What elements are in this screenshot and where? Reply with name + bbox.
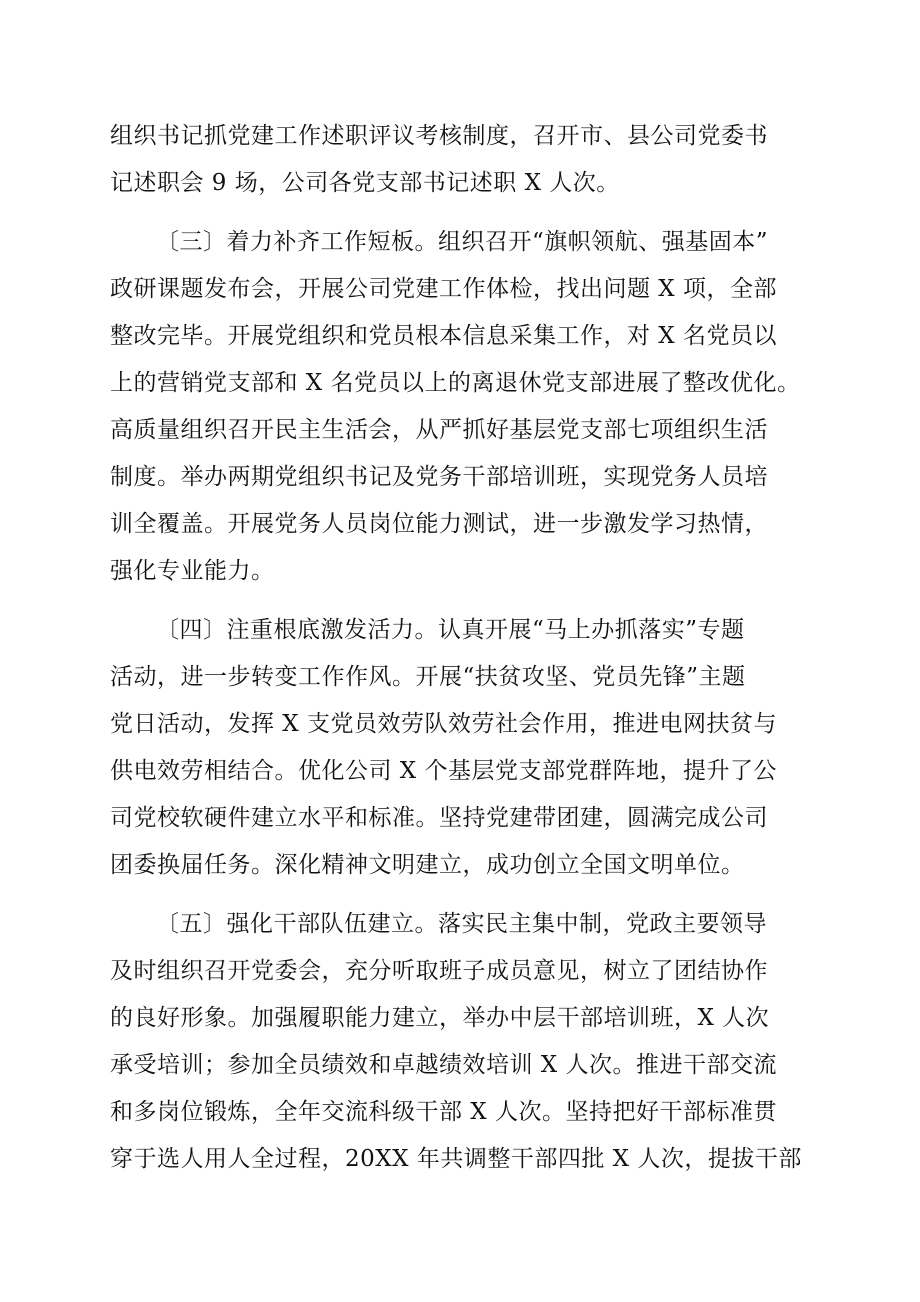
text-line: 制度。举办两期党组织书记及党务干部培训班，实现党务人员培 bbox=[110, 464, 768, 490]
paragraph-section-4 bbox=[110, 607, 810, 889]
text-line: 上的营销党支部和 X 名党员以上的离退休党支部进展了整改优化。 bbox=[110, 370, 801, 396]
text-line: 政研课题发布会，开展公司党建工作体检，找出问题 X 项，全部 bbox=[110, 276, 777, 302]
text-line: 〔五〕强化干部队伍建立。落实民主集中制，党政主要领导 bbox=[156, 911, 767, 937]
text-line: 记述职会 9 场，公司各党支部书记述职 X 人次。 bbox=[110, 170, 620, 196]
text-line: 穿于选人用人全过程，20XX 年共调整干部四批 X 人次，提拔干部 bbox=[110, 1146, 802, 1172]
text-line: 强化专业能力。 bbox=[110, 558, 275, 584]
text-line: 组织书记抓党建工作述职评议考核制度，召开市、县公司党委书 bbox=[110, 123, 768, 149]
text-line: 供电效劳相结合。优化公司 X 个基层党支部党群阵地，提升了公 bbox=[110, 758, 777, 784]
text-line: 团委换届任务。深化精神文明建立，成功创立全国文明单位。 bbox=[110, 852, 745, 878]
text-line: 及时组织召开党委会，充分听取班子成员意见，树立了团结协作 bbox=[110, 958, 768, 984]
paragraph-section-5 bbox=[110, 901, 810, 1183]
document-body bbox=[110, 113, 810, 1183]
text-line: 训全覆盖。开展党务人员岗位能力测试，进一步激发学习热情， bbox=[110, 511, 768, 537]
text-line: 承受培训；参加全员绩效和卓越绩效培训 X 人次。推进干部交流 bbox=[110, 1052, 777, 1078]
paragraph-section-3 bbox=[110, 219, 810, 595]
text-line: 整改完毕。开展党组织和党员根本信息采集工作，对 X 名党员以 bbox=[110, 323, 777, 349]
text-line: 活动，进一步转变工作作风。开展“扶贫攻坚、党员先锋”主题 bbox=[110, 664, 746, 690]
text-line: 的良好形象。加强履职能力建立，举办中层干部培训班，X 人次 bbox=[110, 1005, 770, 1031]
text-line: 司党校软硬件建立水平和标准。坚持党建带团建，圆满完成公司 bbox=[110, 805, 768, 831]
text-line: 〔四〕注重根底激发活力。认真开展“马上办抓落实”专题 bbox=[156, 617, 745, 643]
text-line: 〔三〕着力补齐工作短板。组织召开“旗帜领航、强基固本” bbox=[156, 229, 769, 255]
paragraph-continued bbox=[110, 113, 810, 207]
text-line: 党日活动，发挥 X 支党员效劳队效劳社会作用，推进电网扶贫与 bbox=[110, 711, 777, 737]
text-line: 高质量组织召开民主生活会，从严抓好基层党支部七项组织生活 bbox=[110, 417, 768, 443]
text-line: 和多岗位锻炼，全年交流科级干部 X 人次。坚持把好干部标准贯 bbox=[110, 1099, 777, 1125]
